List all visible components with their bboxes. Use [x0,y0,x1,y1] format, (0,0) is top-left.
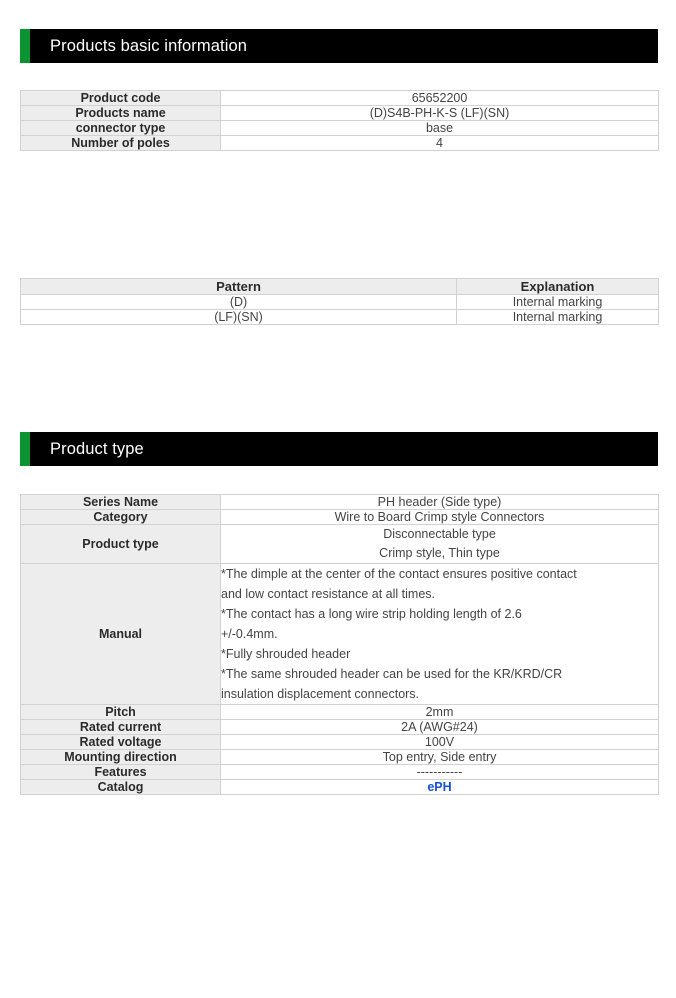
green-accent-bar [20,432,30,466]
row-label-catalog: Catalog [21,780,221,795]
row-explanation-d: Internal marking [457,295,659,310]
row-value-connector-type: base [221,121,659,136]
table-row [21,136,659,151]
row-value-pitch: 2mm [221,705,659,720]
row-value-mounting-direction: Top entry, Side entry [221,750,659,765]
table-row [21,720,659,735]
manual-line: *Fully shrouded header [221,647,351,661]
row-label-rated-current: Rated current [21,720,221,735]
row-value-product-type [221,525,659,564]
row-value-rated-current: 2A (AWG#24) [221,720,659,735]
row-label-pitch: Pitch [21,705,221,720]
table-row [21,91,659,106]
row-label-series-name: Series Name [21,495,221,510]
row-value-series-name: PH header (Side type) [221,495,659,510]
basic-information-table [20,90,659,151]
row-label-number-of-poles: Number of poles [21,136,221,151]
table-row [21,106,659,121]
product-type-table [20,494,659,795]
row-pattern-lfsn: (LF)(SN) [21,310,457,325]
row-pattern-d: (D) [21,295,457,310]
value-line: Disconnectable type [383,527,496,541]
section-header-basic-information [0,29,676,63]
row-value-number-of-poles: 4 [221,136,659,151]
pattern-explanation-table [20,278,659,325]
value-line: Crimp style, Thin type [379,546,500,560]
manual-line: *The dimple at the center of the contact ensures positive contact [221,567,577,581]
row-label-category: Category [21,510,221,525]
row-label-product-type: Product type [21,525,221,564]
table-row [21,525,659,564]
manual-line: +/-0.4mm. [221,627,278,641]
table-row [21,510,659,525]
section-title-basic-information: Products basic information [50,36,248,55]
table-row [21,295,659,310]
manual-line: *The contact has a long wire strip holding length of 2.6 [221,607,522,621]
row-value-catalog [221,780,659,795]
row-value-product-code: 65652200 [221,91,659,106]
row-value-rated-voltage: 100V [221,735,659,750]
row-label-products-name: Products name [21,106,221,121]
row-label-connector-type: connector type [21,121,221,136]
table-row [21,765,659,780]
table-row [21,121,659,136]
table-row [21,735,659,750]
table-row [21,705,659,720]
table-row [21,495,659,510]
row-label-manual: Manual [21,564,221,705]
section-title-product-type: Product type [50,439,144,458]
row-label-rated-voltage: Rated voltage [21,735,221,750]
table-header-row [21,279,659,295]
row-value-manual [221,564,659,705]
table-row [21,310,659,325]
section-header-product-type [0,432,676,466]
row-value-products-name: (D)S4B-PH-K-S (LF)(SN) [221,106,659,121]
manual-line: *The same shrouded header can be used for the KR/KRD/CR [221,667,563,681]
column-header-explanation: Explanation [457,279,659,295]
table-row [21,780,659,795]
row-value-category: Wire to Board Crimp style Connectors [221,510,659,525]
row-label-features: Features [21,765,221,780]
manual-line: insulation displacement connectors. [221,687,420,701]
row-value-features: ----------- [221,765,659,780]
row-explanation-lfsn: Internal marking [457,310,659,325]
table-row [21,564,659,705]
column-header-pattern: Pattern [21,279,457,295]
row-label-mounting-direction: Mounting direction [21,750,221,765]
table-row [21,750,659,765]
catalog-link[interactable]: ePH [427,780,452,794]
manual-line: and low contact resistance at all times. [221,587,435,601]
green-accent-bar [20,29,30,63]
row-label-product-code: Product code [21,91,221,106]
